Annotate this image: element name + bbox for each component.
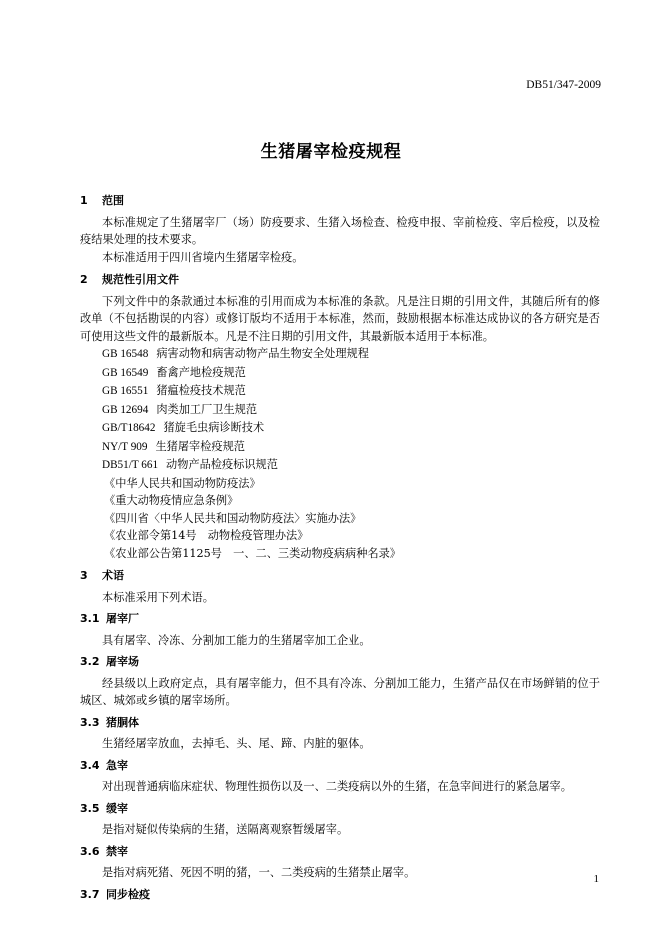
term-heading xyxy=(80,886,600,904)
term-number: 3.6 xyxy=(80,844,100,858)
reference-item xyxy=(80,438,600,457)
reference-item xyxy=(80,382,600,401)
term-heading xyxy=(80,610,600,628)
reference-code: GB 16551 xyxy=(102,385,149,397)
reference-code: NY/T 909 xyxy=(102,440,148,453)
term-heading xyxy=(80,757,600,775)
term-definition: 经县级以上政府定点，具有屠宰能力，但不具有冷冻、分割加工能力，生猪产品仅在市场鲜销的位于城区、城郊或乡镇的屠宰场所。 xyxy=(80,676,600,707)
term-heading xyxy=(80,653,600,671)
term-heading xyxy=(80,800,600,818)
section-title: 范围 xyxy=(102,194,124,207)
section-heading xyxy=(80,567,600,585)
reference-name: 猪旋毛虫病诊断技术 xyxy=(163,421,265,434)
term-title: 猪胴体 xyxy=(106,715,139,729)
term-title: 缓宰 xyxy=(106,801,128,815)
section-number: 3 xyxy=(80,569,88,582)
reference-item xyxy=(80,401,600,420)
term-definition: 是指对疑似传染病的生猪，送隔离观察暂缓屠宰。 xyxy=(102,823,349,836)
reference-name: 畜禽产地检疫规范 xyxy=(156,365,246,379)
term-number: 3.5 xyxy=(80,801,100,815)
reference-name: 动物产品检疫标识规范 xyxy=(166,458,278,471)
document-number: DB51/347-2009 xyxy=(526,79,601,91)
term-title: 禁宰 xyxy=(106,844,128,858)
paragraph: 本标准适用于四川省境内生猪屠宰检疫。 xyxy=(102,250,304,264)
reference-name: 生猪屠宰检疫规范 xyxy=(155,439,245,453)
reference-code: GB 12694 xyxy=(102,403,149,416)
reference-code: GB/T18642 xyxy=(102,422,156,434)
paragraph: 下列文件中的条款通过本标准的引用而成为本标准的条款。凡是注日期的引用文件，其随后所有的修改单（不包括勘误的内容）或修订版均不适用于本标准，然而，鼓励根据本标准达成协议的各方研究是否可使用这些文件的最新版本。凡是不注日期的引用文件，其最新版本适用于本标准。 xyxy=(80,294,600,343)
term-number: 3.1 xyxy=(80,612,100,625)
reference-code: GB 16548 xyxy=(102,348,149,360)
term-definition: 具有屠宰、冷冻、分割加工能力的生猪屠宰加工企业。 xyxy=(102,633,371,647)
regulation-item: 《农业部令第14号 动物检疫管理办法》 xyxy=(104,529,309,542)
reference-name: 肉类加工厂卫生规范 xyxy=(156,402,258,416)
term-title: 同步检疫 xyxy=(106,887,150,901)
term-number: 3.3 xyxy=(80,715,100,729)
regulation-item: 《四川省〈中华人民共和国动物防疫法〉实施办法》 xyxy=(104,511,362,525)
reference-code: GB 16549 xyxy=(102,366,149,379)
section-heading xyxy=(80,271,600,289)
paragraph: 本标准规定了生猪屠宰厂（场）防疫要求、生猪入场检查、检疫申报、宰前检疫、宰后检疫，以及检疫结果处理的技术要求。 xyxy=(80,215,600,246)
page-title: 生猪屠宰检疫规程 xyxy=(260,142,402,162)
term-definition: 生猪经屠宰放血，去掉毛、头、尾、蹄、内脏的躯体。 xyxy=(102,737,371,750)
reference-item xyxy=(80,345,600,364)
regulation-item: 《中华人民共和国动物防疫法》 xyxy=(104,476,261,490)
term-definition: 对出现普通病临床症状、物理性损伤以及一、二类疫病以外的生猪，在急宰间进行的紧急屠宰。 xyxy=(102,780,572,793)
section-title: 术语 xyxy=(102,569,124,582)
term-definition: 是指对病死猪、死因不明的猪，一、二类疫病的生猪禁止屠宰。 xyxy=(102,866,416,879)
regulation-item: 《农业部公告第1125号 一、二、三类动物疫病病种名录》 xyxy=(104,546,401,560)
document-body xyxy=(80,192,600,907)
reference-item xyxy=(80,419,600,438)
term-title: 屠宰厂 xyxy=(106,612,139,625)
term-number: 3.4 xyxy=(80,758,100,772)
term-number: 3.7 xyxy=(80,887,100,901)
term-number: 3.2 xyxy=(80,655,100,668)
section-title: 规范性引用文件 xyxy=(102,273,179,286)
reference-item xyxy=(80,364,600,383)
term-title: 屠宰场 xyxy=(106,655,139,668)
page-number: 1 xyxy=(593,873,599,885)
reference-name: 猪瘟检疫技术规范 xyxy=(156,384,246,397)
section-number: 2 xyxy=(80,273,88,286)
reference-item xyxy=(80,456,600,475)
term-heading xyxy=(80,843,600,861)
paragraph: 本标准采用下列术语。 xyxy=(102,590,214,604)
term-heading xyxy=(80,714,600,732)
term-title: 急宰 xyxy=(106,758,128,772)
reference-code: DB51/T 661 xyxy=(102,459,159,471)
reference-name: 病害动物和病害动物产品生物安全处理规程 xyxy=(156,347,369,360)
regulation-item: 《重大动物疫情应急条例》 xyxy=(104,494,239,507)
section-number: 1 xyxy=(80,194,88,207)
section-heading xyxy=(80,192,600,210)
